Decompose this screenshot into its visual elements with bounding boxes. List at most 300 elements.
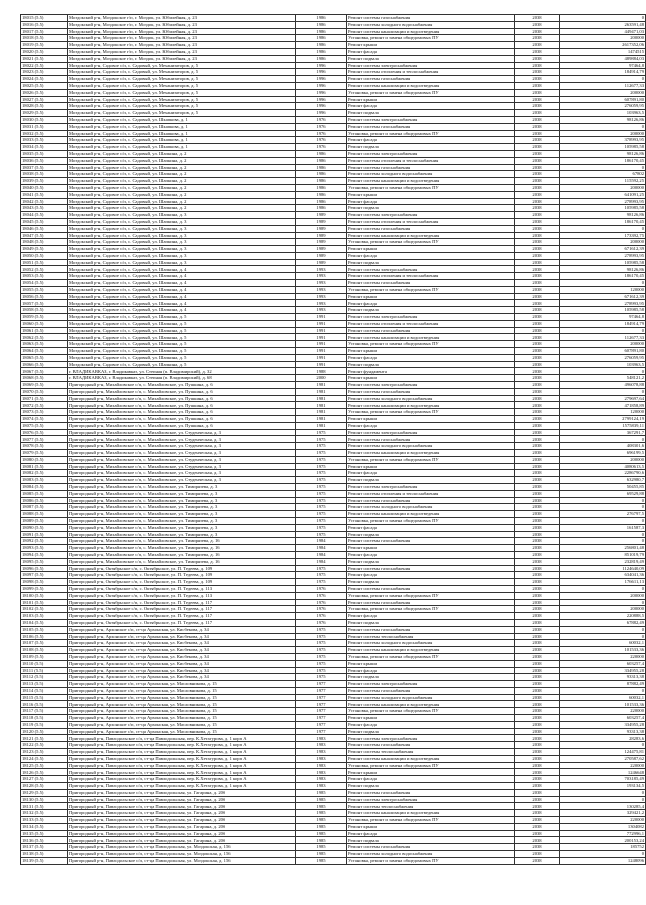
- plan-year-cell: 2038: [515, 232, 560, 239]
- cost-cell: 200000: [560, 456, 646, 463]
- plan-year-cell: 2038: [515, 320, 560, 327]
- table-row: [21, 327, 646, 334]
- cost-cell: 98126,86: [560, 266, 646, 273]
- cost-cell: 671612,39: [560, 293, 646, 300]
- row-number-cell: 18065 (5.5): [21, 354, 68, 361]
- plan-year-cell: 2038: [515, 82, 560, 89]
- work-type-cell: Ремонт крыши: [347, 375, 515, 382]
- plan-year-cell: 2038: [515, 524, 560, 531]
- address-cell: Пригородный р-н, Михайловское с/п, с. Михайловское, ул. Пушкина, д. 6: [68, 409, 296, 416]
- row-number-cell: 18052 (5.5): [21, 266, 68, 273]
- row-number-cell: 18112 (5.5): [21, 674, 68, 681]
- table-row: [21, 558, 646, 565]
- cost-cell: 0: [560, 497, 646, 504]
- build-year-cell: 1996: [296, 82, 347, 89]
- cost-cell: 279697,64: [560, 395, 646, 402]
- build-year-cell: 1985: [296, 830, 347, 837]
- table-row: [21, 436, 646, 443]
- plan-year-cell: 2038: [515, 286, 560, 293]
- table-row: [21, 96, 646, 103]
- table-row: [21, 450, 646, 457]
- table-row: [21, 660, 646, 667]
- plan-year-cell: 2038: [515, 701, 560, 708]
- address-cell: Пригородный р-н, Михайловское с/п, с. Михайловское, ул. Тимирязева, д. 3: [68, 483, 296, 490]
- build-year-cell: 1977: [296, 687, 347, 694]
- row-number-cell: 18106 (5.5): [21, 633, 68, 640]
- plan-year-cell: 2038: [515, 293, 560, 300]
- table-row: [21, 89, 646, 96]
- work-type-cell: Ремонт системы отопления и теплоснабжения: [347, 157, 515, 164]
- build-year-cell: 1975: [296, 647, 347, 654]
- address-cell: Пригородный р-н, Павлодольское с/п, ст-ца Павлодольская, ул. Моздокская, д. 156: [68, 844, 296, 851]
- build-year-cell: 1986: [296, 28, 347, 35]
- work-type-cell: Ремонт системы газоснабжения: [347, 15, 515, 22]
- address-cell: Моздокский р-н, Садовое с/п, с. Садовый, ул. Шапкина, д. 4: [68, 266, 296, 273]
- address-cell: Моздокский р-н, Садовое с/п, с. Садовый, ул. Механизаторов, д. 5: [68, 62, 296, 69]
- plan-year-cell: 2038: [515, 55, 560, 62]
- work-type-cell: Ремонт крыши: [347, 823, 515, 830]
- row-number-cell: 18047 (5.5): [21, 232, 68, 239]
- build-year-cell: 1996: [296, 89, 347, 96]
- address-cell: Моздокский р-н, Садовое с/п, с. Садовый, ул. Шапкина, д. 3: [68, 218, 296, 225]
- work-type-cell: Ремонт фасада: [347, 422, 515, 429]
- plan-year-cell: 2038: [515, 416, 560, 423]
- cost-cell: 105985,58: [560, 259, 646, 266]
- build-year-cell: 1975: [296, 565, 347, 572]
- row-number-cell: 18093 (5.5): [21, 545, 68, 552]
- cost-cell: 607891,80: [560, 96, 646, 103]
- row-number-cell: 18051 (5.5): [21, 259, 68, 266]
- plan-year-cell: 2038: [515, 477, 560, 484]
- work-type-cell: Ремонт крыши: [347, 42, 515, 49]
- plan-year-cell: 2038: [515, 667, 560, 674]
- row-number-cell: 18090 (5.5): [21, 524, 68, 531]
- row-number-cell: 18103 (5.5): [21, 613, 68, 620]
- address-cell: Пригородный р-н, Павлодольское с/п, ст-ца Павлодольская, пер. К.Хетагурова, д. 1 корп А: [68, 776, 296, 783]
- cost-cell: 0: [560, 225, 646, 232]
- cost-cell: 703185,49: [560, 776, 646, 783]
- address-cell: Моздокский р-н, Садовое с/п, с. Садовый, ул. Механизаторов, д. 5: [68, 89, 296, 96]
- row-number-cell: 18019 (5.5): [21, 42, 68, 49]
- work-type-cell: Ремонт системы газоснабжения: [347, 687, 515, 694]
- cost-cell: 193134,5: [560, 783, 646, 790]
- work-type-cell: Установка, ремонт и замена общедомовых ПУ: [347, 517, 515, 524]
- cost-cell: 200000: [560, 35, 646, 42]
- address-cell: Пригородный р-н, Октябрьское с/п, с. Октябрьское, ул. П. Тедеева, д. 117: [68, 599, 296, 606]
- work-type-cell: Ремонт крыши: [347, 96, 515, 103]
- cost-cell: 186170,45: [560, 218, 646, 225]
- cost-cell: 449471,03: [560, 28, 646, 35]
- table-row: [21, 157, 646, 164]
- work-type-cell: Ремонт системы электроснабжения: [347, 116, 515, 123]
- address-cell: Пригородный р-н, Павлодольское с/п, ст-ца Павлодольская, ул. Гагарина, д. 20б: [68, 796, 296, 803]
- table-row: [21, 796, 646, 803]
- row-number-cell: 18037 (5.5): [21, 164, 68, 171]
- table-row: [21, 348, 646, 355]
- address-cell: Пригородный р-н, Октябрьское с/п, с. Октябрьское, ул. П. Тедеева, д. 117: [68, 619, 296, 626]
- plan-year-cell: 2038: [515, 742, 560, 749]
- build-year-cell: 1985: [296, 837, 347, 844]
- cost-cell: 200000: [560, 606, 646, 613]
- address-cell: Пригородный р-н, Архонское с/п, ст-ца Архонская, ул. Масловникова, д. 15: [68, 728, 296, 735]
- cost-cell: 98126,86: [560, 116, 646, 123]
- row-number-cell: 18016 (5.5): [21, 21, 68, 28]
- plan-year-cell: 2038: [515, 844, 560, 851]
- plan-year-cell: 2038: [515, 35, 560, 42]
- cost-cell: 696199,5: [560, 450, 646, 457]
- plan-year-cell: 2038: [515, 633, 560, 640]
- work-type-cell: Ремонт системы электроснабжения: [347, 212, 515, 219]
- work-type-cell: Ремонт системы электроснабжения: [347, 382, 515, 389]
- cost-cell: 1474515: [560, 48, 646, 55]
- address-cell: Пригородный р-н, Павлодольское с/п, ст-ца Павлодольская, ул. Гагарина, д. 20б: [68, 817, 296, 824]
- work-type-cell: Ремонт системы газоснабжения: [347, 599, 515, 606]
- build-year-cell: 1991: [296, 327, 347, 334]
- build-year-cell: 1975: [296, 463, 347, 470]
- table-row: [21, 633, 646, 640]
- build-year-cell: 1975: [296, 497, 347, 504]
- address-cell: Пригородный р-н, Архонское с/п, ст-ца Архонская, ул. Масловникова, д. 15: [68, 687, 296, 694]
- build-year-cell: 1976: [296, 619, 347, 626]
- plan-year-cell: 2038: [515, 653, 560, 660]
- plan-year-cell: 2038: [515, 89, 560, 96]
- table-row: [21, 490, 646, 497]
- plan-year-cell: 2038: [515, 694, 560, 701]
- table-row: [21, 388, 646, 395]
- row-number-cell: 18139 (5.5): [21, 857, 68, 864]
- row-number-cell: 18135 (5.5): [21, 830, 68, 837]
- plan-year-cell: 2038: [515, 789, 560, 796]
- table-row: [21, 769, 646, 776]
- build-year-cell: 1975: [296, 477, 347, 484]
- cost-cell: 1246648: [560, 769, 646, 776]
- table-row: [21, 171, 646, 178]
- address-cell: Моздокский р-н, Садовое с/п, с. Садовый, ул. Шапкина, д. 4: [68, 300, 296, 307]
- address-cell: Моздокский р-н, Садовое с/п, с. Садовый, ул. Шапкина, д. 2: [68, 184, 296, 191]
- row-number-cell: 18105 (5.5): [21, 626, 68, 633]
- row-number-cell: 18021 (5.5): [21, 55, 68, 62]
- cost-cell: 112677,33: [560, 82, 646, 89]
- build-year-cell: 1983: [296, 776, 347, 783]
- row-number-cell: 18072 (5.5): [21, 402, 68, 409]
- table-row: [21, 402, 646, 409]
- plan-year-cell: 2038: [515, 463, 560, 470]
- work-type-cell: Установка, ремонт и замена общедомовых ПУ: [347, 130, 515, 137]
- row-number-cell: 18084 (5.5): [21, 483, 68, 490]
- plan-year-cell: 2038: [515, 375, 560, 382]
- plan-year-cell: 2038: [515, 62, 560, 69]
- table-row: [21, 742, 646, 749]
- plan-year-cell: 2038: [515, 857, 560, 864]
- address-cell: Пригородный р-н, Октябрьское с/п, с. Октябрьское, ул. П. Тедеева, д. 109: [68, 579, 296, 586]
- plan-year-cell: 2038: [515, 259, 560, 266]
- table-row: [21, 48, 646, 55]
- cost-cell: 101533,36: [560, 701, 646, 708]
- build-year-cell: 1989: [296, 252, 347, 259]
- row-number-cell: 18116 (5.5): [21, 701, 68, 708]
- work-type-cell: Ремонт фасада: [347, 721, 515, 728]
- build-year-cell: 1977: [296, 694, 347, 701]
- row-number-cell: 18123 (5.5): [21, 749, 68, 756]
- cost-cell: 186170,45: [560, 157, 646, 164]
- work-type-cell: Ремонт фасада: [347, 613, 515, 620]
- address-cell: Моздокский р-н, Садовое с/п, с. Садовый, ул. Шапкина, д. 5: [68, 327, 296, 334]
- table-row: [21, 110, 646, 117]
- cost-cell: 270587,62: [560, 755, 646, 762]
- table-row: [21, 307, 646, 314]
- build-year-cell: 1993: [296, 307, 347, 314]
- build-year-cell: 1985: [296, 857, 347, 864]
- work-type-cell: Установка, ремонт и замена общедомовых ПУ: [347, 762, 515, 769]
- work-type-cell: Ремонт системы газоснабжения: [347, 585, 515, 592]
- work-type-cell: Ремонт системы теплоснабжения: [347, 749, 515, 756]
- build-year-cell: 1981: [296, 402, 347, 409]
- build-year-cell: 1991: [296, 314, 347, 321]
- build-year-cell: 1975: [296, 626, 347, 633]
- plan-year-cell: 2038: [515, 585, 560, 592]
- table-row: [21, 579, 646, 586]
- cost-cell: 60032,1: [560, 640, 646, 647]
- row-number-cell: 18121 (5.5): [21, 735, 68, 742]
- work-type-cell: Ремонт системы канализации и водоотведения: [347, 402, 515, 409]
- build-year-cell: 1986: [296, 150, 347, 157]
- work-type-cell: Ремонт подвала: [347, 619, 515, 626]
- cost-cell: 851019,79: [560, 551, 646, 558]
- plan-year-cell: 2038: [515, 266, 560, 273]
- row-number-cell: 18048 (5.5): [21, 239, 68, 246]
- row-number-cell: 18045 (5.5): [21, 218, 68, 225]
- plan-year-cell: 2038: [515, 708, 560, 715]
- cost-cell: 0: [560, 531, 646, 538]
- row-number-cell: 18081 (5.5): [21, 463, 68, 470]
- table-row: [21, 361, 646, 368]
- work-type-cell: Ремонт крыши: [347, 348, 515, 355]
- table-row: [21, 776, 646, 783]
- table-row: [21, 103, 646, 110]
- address-cell: Моздокский р-н, Садовое с/п, с. Садовый, ул. Механизаторов, д. 5: [68, 82, 296, 89]
- table-row: [21, 225, 646, 232]
- cost-cell: 0: [560, 76, 646, 83]
- work-type-cell: Ремонт фасада: [347, 470, 515, 477]
- table-row: [21, 749, 646, 756]
- address-cell: Пригородный р-н, Михайловское с/п, с. Михайловское, ул. Студенческая, д. 3: [68, 429, 296, 436]
- cost-cell: 220000: [560, 762, 646, 769]
- table-row: [21, 504, 646, 511]
- cost-cell: 112677,33: [560, 334, 646, 341]
- cost-cell: 334955,28: [560, 721, 646, 728]
- build-year-cell: 1996: [296, 96, 347, 103]
- build-year-cell: 1985: [296, 851, 347, 858]
- work-type-cell: Ремонт системы газоснабжения: [347, 164, 515, 171]
- build-year-cell: 1985: [296, 810, 347, 817]
- row-number-cell: 18034 (5.5): [21, 144, 68, 151]
- address-cell: Моздокский р-н, Садовое с/п, с. Садовый, ул. Шапкина, д. 4: [68, 280, 296, 287]
- table-row: [21, 239, 646, 246]
- row-number-cell: 18085 (5.5): [21, 490, 68, 497]
- work-type-cell: Ремонт системы газоснабжения: [347, 225, 515, 232]
- row-number-cell: 18076 (5.5): [21, 429, 68, 436]
- address-cell: Пригородный р-н, Михайловское с/п, с. Михайловское, ул. Студенческая, д. 3: [68, 456, 296, 463]
- address-cell: Пригородный р-н, Михайловское с/п, с. Михайловское, ул. Студенческая, д. 3: [68, 443, 296, 450]
- work-type-cell: Ремонт крыши: [347, 191, 515, 198]
- cost-cell: 0: [560, 796, 646, 803]
- plan-year-cell: 2038: [515, 592, 560, 599]
- address-cell: Моздокский р-н, Садовое с/п, с. Садовый, ул. Шапкина, д. 5: [68, 320, 296, 327]
- work-type-cell: Ремонт подвала: [347, 110, 515, 117]
- build-year-cell: 1977: [296, 681, 347, 688]
- plan-year-cell: 2038: [515, 388, 560, 395]
- row-number-cell: 18023 (5.5): [21, 69, 68, 76]
- build-year-cell: 1976: [296, 137, 347, 144]
- address-cell: Моздокский р-н, Садовое с/п, с. Садовый, ул. Механизаторов, д. 5: [68, 96, 296, 103]
- row-number-cell: 18030 (5.5): [21, 116, 68, 123]
- cost-cell: 200000: [560, 184, 646, 191]
- row-number-cell: 18056 (5.5): [21, 293, 68, 300]
- row-number-cell: 18028 (5.5): [21, 103, 68, 110]
- plan-year-cell: 2038: [515, 545, 560, 552]
- row-number-cell: 18125 (5.5): [21, 762, 68, 769]
- work-type-cell: Ремонт системы газоснабжения: [347, 436, 515, 443]
- work-type-cell: Ремонт системы отопления и теплоснабжения: [347, 490, 515, 497]
- row-number-cell: 18108 (5.5): [21, 647, 68, 654]
- build-year-cell: 1985: [296, 844, 347, 851]
- address-cell: Пригородный р-н, Михайловское с/п, с. Михайловское, ул. Тимирязева, д. 3: [68, 490, 296, 497]
- row-number-cell: 18053 (5.5): [21, 273, 68, 280]
- table-row: [21, 585, 646, 592]
- work-type-cell: Ремонт системы канализации и водоотведения: [347, 450, 515, 457]
- table-row: [21, 667, 646, 674]
- plan-year-cell: 2038: [515, 273, 560, 280]
- build-year-cell: 1976: [296, 599, 347, 606]
- plan-year-cell: 2038: [515, 551, 560, 558]
- cost-cell: 329421,2: [560, 810, 646, 817]
- address-cell: Пригородный р-н, Михайловское с/п, с. Михайловское, ул. Тимирязева, д. 16: [68, 545, 296, 552]
- work-type-cell: Ремонт крыши: [347, 293, 515, 300]
- row-number-cell: 18058 (5.5): [21, 307, 68, 314]
- row-number-cell: 18049 (5.5): [21, 246, 68, 253]
- build-year-cell: 1988: [296, 368, 347, 375]
- cost-cell: 200000: [560, 130, 646, 137]
- address-cell: Пригородный р-н, Михайловское с/п, с. Михайловское, ул. Студенческая, д. 3: [68, 477, 296, 484]
- address-cell: Моздокский р-н, Садовое с/п, с. Садовый, ул. Шапкина, д. 5: [68, 334, 296, 341]
- build-year-cell: 2000: [296, 375, 347, 382]
- row-number-cell: 18096 (5.5): [21, 565, 68, 572]
- plan-year-cell: 2038: [515, 511, 560, 518]
- cost-cell: 0: [560, 517, 646, 524]
- plan-year-cell: 2038: [515, 164, 560, 171]
- work-type-cell: Ремонт системы электроснабжения: [347, 150, 515, 157]
- work-type-cell: Ремонт крыши: [347, 715, 515, 722]
- cost-cell: 0: [560, 280, 646, 287]
- work-type-cell: Ремонт системы теплоснабжения: [347, 633, 515, 640]
- table-row: [21, 273, 646, 280]
- plan-year-cell: 2038: [515, 334, 560, 341]
- table-row: [21, 545, 646, 552]
- work-type-cell: Ремонт системы газоснабжения: [347, 327, 515, 334]
- build-year-cell: 1986: [296, 157, 347, 164]
- table-row: [21, 259, 646, 266]
- build-year-cell: 1989: [296, 232, 347, 239]
- plan-year-cell: 2038: [515, 640, 560, 647]
- work-type-cell: Установка, ремонт и замена общедомовых ПУ: [347, 708, 515, 715]
- row-number-cell: 18126 (5.5): [21, 769, 68, 776]
- cost-cell: 186170,45: [560, 273, 646, 280]
- plan-year-cell: 2038: [515, 715, 560, 722]
- plan-year-cell: 2038: [515, 490, 560, 497]
- work-type-cell: Ремонт системы канализации и водоотведения: [347, 82, 515, 89]
- address-cell: Моздокский р-н, Моздокское г/п, г. Моздок, ул. Юбилейная, д. 23: [68, 35, 296, 42]
- table-row: [21, 694, 646, 701]
- work-type-cell: Ремонт системы газоснабжения: [347, 280, 515, 287]
- build-year-cell: 1976: [296, 116, 347, 123]
- table-row: [21, 42, 646, 49]
- table-row: [21, 511, 646, 518]
- table-row: [21, 721, 646, 728]
- row-number-cell: 18092 (5.5): [21, 538, 68, 545]
- work-type-cell: Ремонт системы электроснабжения: [347, 62, 515, 69]
- row-number-cell: 18118 (5.5): [21, 715, 68, 722]
- cost-cell: 2799124,19: [560, 416, 646, 423]
- cost-cell: 103963,5: [560, 110, 646, 117]
- work-type-cell: Ремонт системы электроснабжения: [347, 483, 515, 490]
- build-year-cell: 1975: [296, 504, 347, 511]
- table-row: [21, 368, 646, 375]
- address-cell: Пригородный р-н, Архонское с/п, ст-ца Архонская, ул. Кисбекова, д. 34: [68, 647, 296, 654]
- build-year-cell: 1975: [296, 633, 347, 640]
- row-number-cell: 18094 (5.5): [21, 551, 68, 558]
- address-cell: Моздокский р-н, Садовое с/п, с. Садовый, ул. Шапкина, д. 2: [68, 171, 296, 178]
- row-number-cell: 18015 (5.5): [21, 15, 68, 22]
- address-cell: г. ВЛАДИКАВКАЗ, г. Владикавказ, ул. Степная (п. Владимирский), д. 32: [68, 368, 296, 375]
- address-cell: Пригородный р-н, Павлодольское с/п, ст-ца Павлодольская, пер. К.Хетагурова, д. 1 корп А: [68, 769, 296, 776]
- address-cell: Моздокский р-н, Садовое с/п, с. Садовый, ул. Шкапкова, д. 1: [68, 116, 296, 123]
- plan-year-cell: 2038: [515, 483, 560, 490]
- build-year-cell: 1977: [296, 715, 347, 722]
- table-row: [21, 497, 646, 504]
- build-year-cell: 1996: [296, 62, 347, 69]
- table-row: [21, 531, 646, 538]
- build-year-cell: 1984: [296, 538, 347, 545]
- build-year-cell: 1985: [296, 823, 347, 830]
- work-type-cell: Ремонт подвала: [347, 783, 515, 790]
- plan-year-cell: 2038: [515, 749, 560, 756]
- table-row: [21, 341, 646, 348]
- work-type-cell: Ремонт крыши: [347, 660, 515, 667]
- row-number-cell: 18078 (5.5): [21, 443, 68, 450]
- build-year-cell: 1983: [296, 749, 347, 756]
- work-type-cell: Ремонт системы канализации и водоотведения: [347, 511, 515, 518]
- plan-year-cell: 2038: [515, 130, 560, 137]
- plan-year-cell: 2038: [515, 619, 560, 626]
- row-number-cell: 18095 (5.5): [21, 558, 68, 565]
- work-type-cell: Ремонт подвала: [347, 674, 515, 681]
- work-type-cell: Ремонт системы отопления и теплоснабжения: [347, 273, 515, 280]
- plan-year-cell: 2038: [515, 184, 560, 191]
- cost-cell: 176611,13: [560, 579, 646, 586]
- address-cell: Пригородный р-н, Октябрьское с/п, с. Октябрьское, ул. П. Тедеева, д. 117: [68, 606, 296, 613]
- table-row: [21, 429, 646, 436]
- build-year-cell: 1981: [296, 395, 347, 402]
- plan-year-cell: 2038: [515, 76, 560, 83]
- table-row: [21, 55, 646, 62]
- address-cell: Моздокский р-н, Садовое с/п, с. Садовый, ул. Шапкина, д. 3: [68, 246, 296, 253]
- build-year-cell: 1975: [296, 470, 347, 477]
- address-cell: Пригородный р-н, Архонское с/п, ст-ца Архонская, ул. Масловникова, д. 15: [68, 701, 296, 708]
- cost-cell: 103963,5: [560, 361, 646, 368]
- work-type-cell: Ремонт системы холодного водоснабжения: [347, 21, 515, 28]
- work-type-cell: Ремонт подвала: [347, 728, 515, 735]
- cost-cell: 0: [560, 15, 646, 22]
